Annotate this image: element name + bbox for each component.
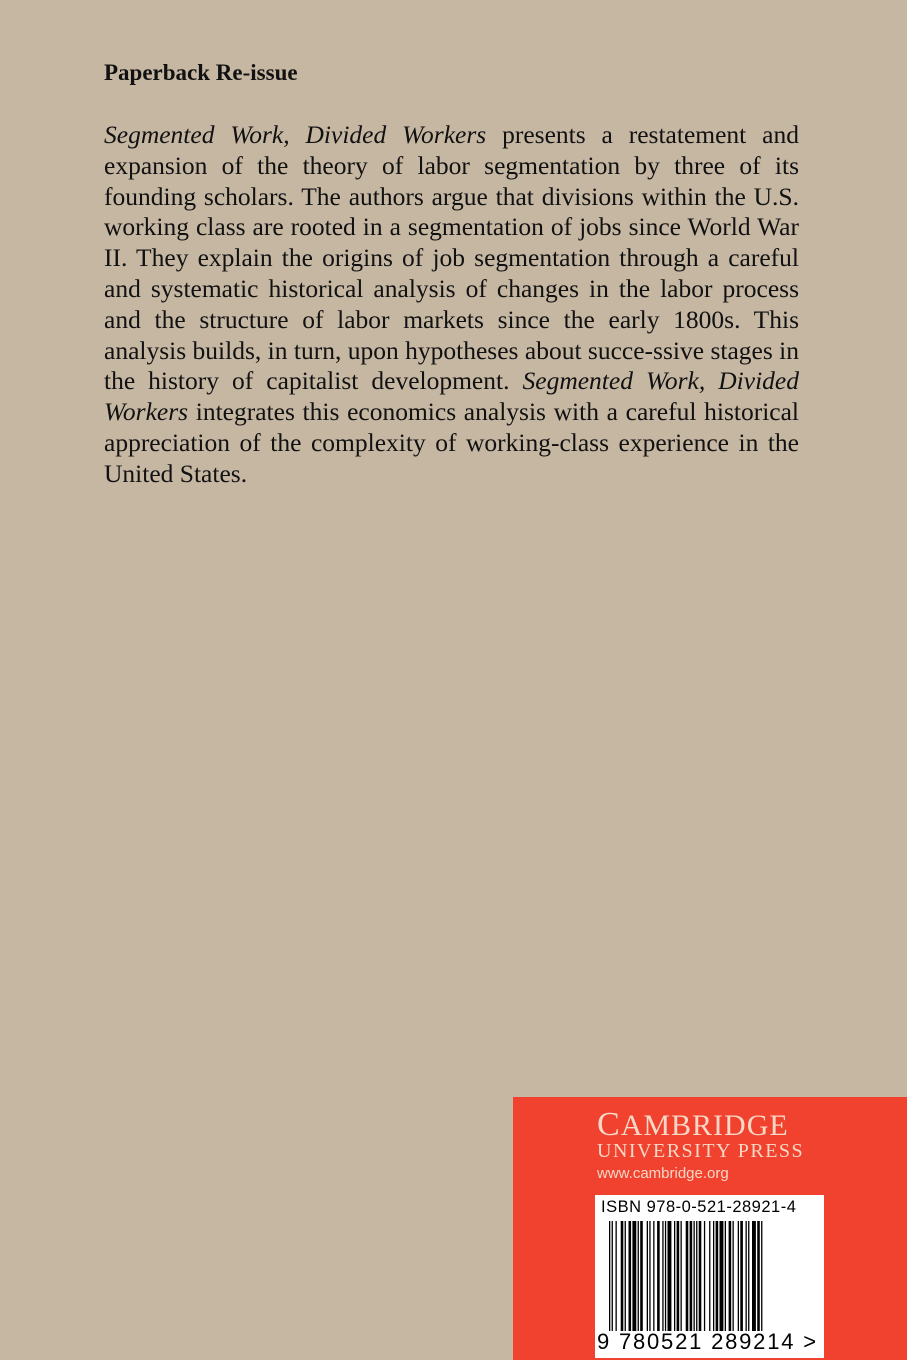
barcode-bar <box>674 1221 675 1331</box>
description-text: presents a restatement and expansion of the theory of labor segmentation by three of its founding scholars. The authors argue that divisions within the U.S. working class are rooted in a segmentation of jobs since World War II. They explain the origins of job segmentation through a careful and systematic historical analysis of changes in the labor process and the structure of labor markets since the early 1800s. This analysis builds, in turn, upon hypotheses about succe-ssive stages in the history of capitalist development. <box>104 120 799 396</box>
barcode-bar <box>699 1221 702 1331</box>
barcode-bar <box>649 1221 650 1331</box>
barcode <box>595 1195 824 1358</box>
barcode-bar <box>629 1221 632 1331</box>
barcode-bar <box>653 1221 654 1331</box>
barcode-bar <box>681 1221 682 1331</box>
barcode-bar <box>638 1221 639 1331</box>
barcode-bars <box>609 1221 814 1331</box>
barcode-bar <box>640 1221 643 1331</box>
barcode-bar <box>621 1221 624 1331</box>
book-title: Segmented Work, Divided Workers <box>104 120 487 149</box>
description <box>104 120 799 490</box>
publisher-initial: C <box>597 1106 621 1143</box>
barcode-bar <box>662 1221 663 1331</box>
barcode-bar <box>761 1221 762 1331</box>
barcode-bar <box>677 1221 680 1331</box>
barcode-bar <box>716 1221 719 1331</box>
book-title: Segmented Work, Divided Workers <box>104 366 799 427</box>
barcode-bar <box>632 1221 636 1331</box>
barcode-bar <box>748 1221 749 1331</box>
barcode-bar <box>725 1221 726 1331</box>
barcode-bar <box>609 1221 610 1331</box>
barcode-bar <box>740 1221 743 1331</box>
barcode-bar <box>612 1221 613 1331</box>
publisher-logo <box>597 1106 789 1144</box>
barcode-bar <box>738 1221 739 1331</box>
barcode-bar <box>729 1221 732 1331</box>
barcode-bar <box>686 1221 689 1331</box>
barcode-bar <box>625 1221 626 1331</box>
description-text: integrates this economics analysis with a careful historical appreciation of the complexity of working-class experience in the United States. <box>104 397 799 488</box>
barcode-bar <box>694 1221 695 1331</box>
barcode-bar <box>668 1221 672 1331</box>
publisher-name: AMBRIDGE <box>620 1109 789 1142</box>
barcode-bar <box>709 1221 710 1331</box>
barcode-bar <box>647 1221 648 1331</box>
publisher-panel <box>513 1097 907 1360</box>
barcode-bar <box>690 1221 693 1331</box>
publisher-url: www.cambridge.org <box>597 1165 729 1182</box>
publisher-press: UNIVERSITY PRESS <box>597 1140 805 1162</box>
barcode-bar <box>696 1221 697 1331</box>
isbn-label: ISBN 978-0-521-28921-4 <box>601 1198 797 1216</box>
barcode-bar <box>665 1221 666 1331</box>
heading: Paperback Re-issue <box>104 60 298 85</box>
barcode-bar <box>657 1221 660 1331</box>
barcode-bar <box>757 1221 760 1331</box>
barcode-bar <box>746 1221 747 1331</box>
barcode-bar <box>733 1221 734 1331</box>
barcode-bar <box>720 1221 724 1331</box>
barcode-bar <box>704 1221 705 1331</box>
barcode-bar <box>713 1221 714 1331</box>
barcode-bar <box>616 1221 617 1331</box>
barcode-bar <box>752 1221 756 1331</box>
barcode-digits: 9 780521 289214 > <box>597 1329 818 1354</box>
